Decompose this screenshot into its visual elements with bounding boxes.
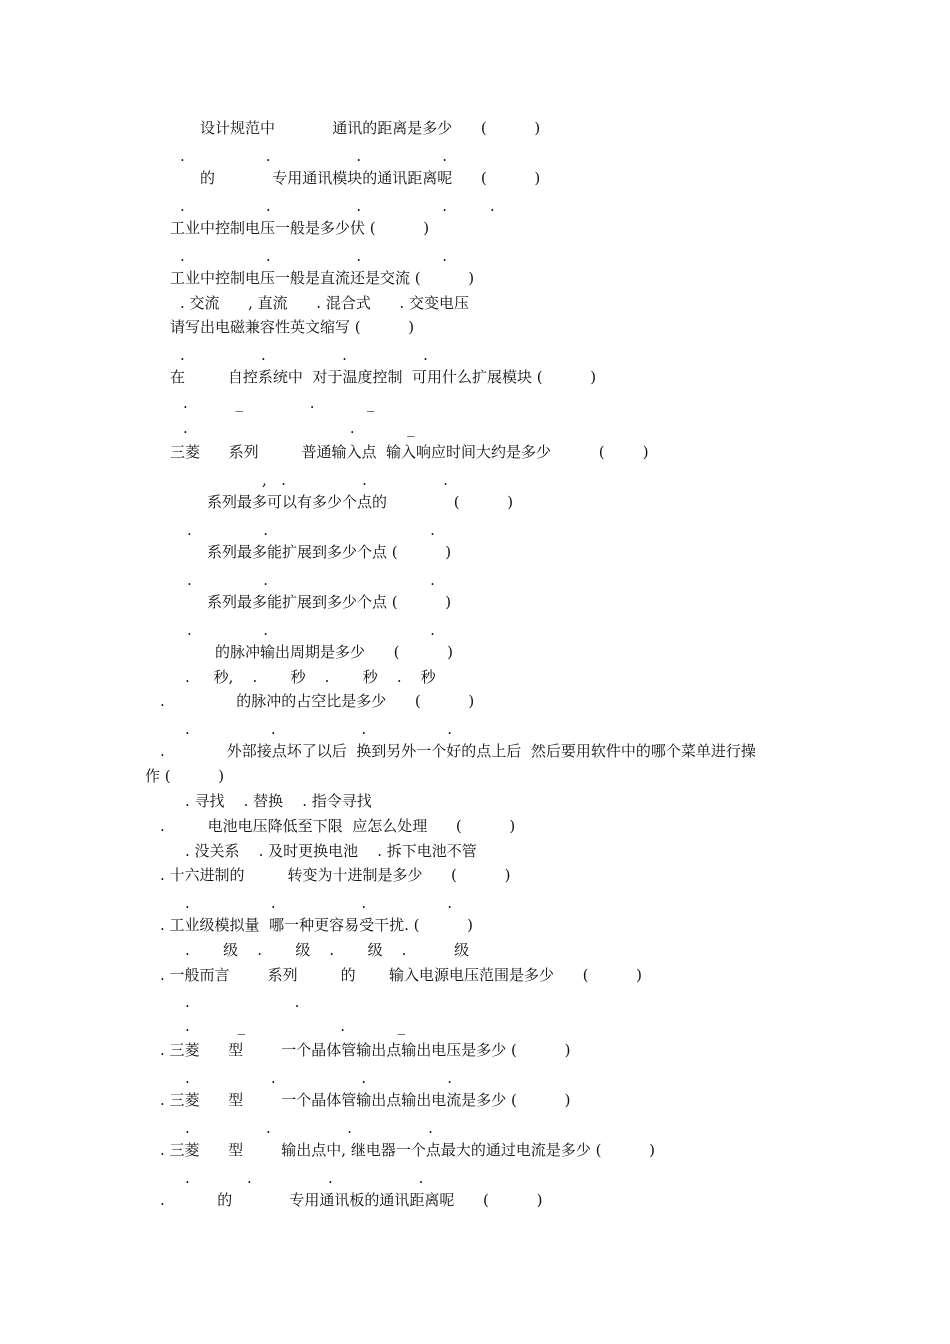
option-line: . . . . bbox=[180, 346, 428, 364]
option-line: . _ . _ bbox=[185, 1017, 406, 1035]
option-line: . 交流 , 直流 . 混合式 . 交变电压 bbox=[180, 294, 469, 312]
question-line: . 的脉冲的占空比是多少 ( ) bbox=[160, 692, 475, 710]
question-line: 在 自控系统中 对于温度控制 可用什么扩展模块 ( ) bbox=[170, 368, 597, 386]
option-line: . . . bbox=[187, 621, 435, 639]
option-line: . _ . _ bbox=[183, 394, 375, 412]
option-line: . . . . bbox=[185, 1119, 433, 1137]
option-line: . 没关系 . 及时更换电池 . 拆下电池不管 bbox=[185, 842, 477, 860]
question-line: 设计规范中 通讯的距离是多少 ( ) bbox=[200, 119, 541, 137]
question-line: . 十六进制的 转变为十进制是多少 ( ) bbox=[160, 866, 511, 884]
option-line: . . bbox=[185, 993, 300, 1011]
option-line: . . . . bbox=[180, 247, 448, 265]
question-line: . 三菱 型 输出点中, 继电器一个点最大的通过电流是多少 ( ) bbox=[160, 1141, 655, 1159]
question-line: 系列最多可以有多少个点的 ( ) bbox=[207, 493, 514, 511]
option-line: . . . . bbox=[185, 720, 453, 738]
option-line: . 寻找 . 替换 . 指令寻找 bbox=[185, 792, 372, 810]
question-line: . 电池电压降低至下限 应怎么处理 ( ) bbox=[160, 817, 516, 835]
question-line: 工业中控制电压一般是多少伏 ( ) bbox=[170, 219, 430, 237]
question-line: . 外部接点坏了以后 换到另外一个好的点上后 然后要用软件中的哪个菜单进行操 bbox=[160, 742, 756, 760]
question-line: 作 ( ) bbox=[145, 767, 225, 785]
question-line: 工业中控制电压一般是直流还是交流 ( ) bbox=[170, 269, 475, 287]
question-line: 请写出电磁兼容性英文缩写 ( ) bbox=[170, 318, 415, 336]
question-line: . 三菱 型 一个晶体管输出点输出电压是多少 ( ) bbox=[160, 1041, 571, 1059]
question-line: 三菱 系列 普通输入点 输入响应时间大约是多少 ( ) bbox=[170, 443, 649, 461]
option-line: . 秒, . 秒 . 秒 . 秒 bbox=[185, 668, 436, 686]
question-line: 的脉冲输出周期是多少 ( ) bbox=[215, 643, 453, 661]
option-line: . . . . bbox=[185, 1169, 424, 1187]
option-line: . . . . bbox=[180, 147, 448, 165]
option-line: . . . . bbox=[185, 894, 453, 912]
option-line: . . _ bbox=[183, 419, 415, 437]
option-line: . . . . bbox=[185, 1069, 453, 1087]
option-line: . . . bbox=[187, 521, 435, 539]
option-line: . 级 . 级 . 级 . 级 bbox=[185, 941, 470, 959]
question-line: 的 专用通讯模块的通讯距离呢 ( ) bbox=[200, 169, 541, 187]
question-line: . 的 专用通讯板的通讯距离呢 ( ) bbox=[160, 1191, 543, 1209]
question-line: . 工业级模拟量 哪一种更容易受干扰. ( ) bbox=[160, 916, 473, 934]
question-line: . 一般而言 系列 的 输入电源电压范围是多少 ( ) bbox=[160, 966, 642, 984]
question-line: 系列最多能扩展到多少个点 ( ) bbox=[207, 543, 452, 561]
question-line: 系列最多能扩展到多少个点 ( ) bbox=[207, 593, 452, 611]
option-line: . . . bbox=[187, 571, 435, 589]
option-line: . . . . . bbox=[180, 197, 495, 215]
option-line: , . . . bbox=[262, 471, 448, 489]
question-line: . 三菱 型 一个晶体管输出点输出电流是多少 ( ) bbox=[160, 1091, 571, 1109]
